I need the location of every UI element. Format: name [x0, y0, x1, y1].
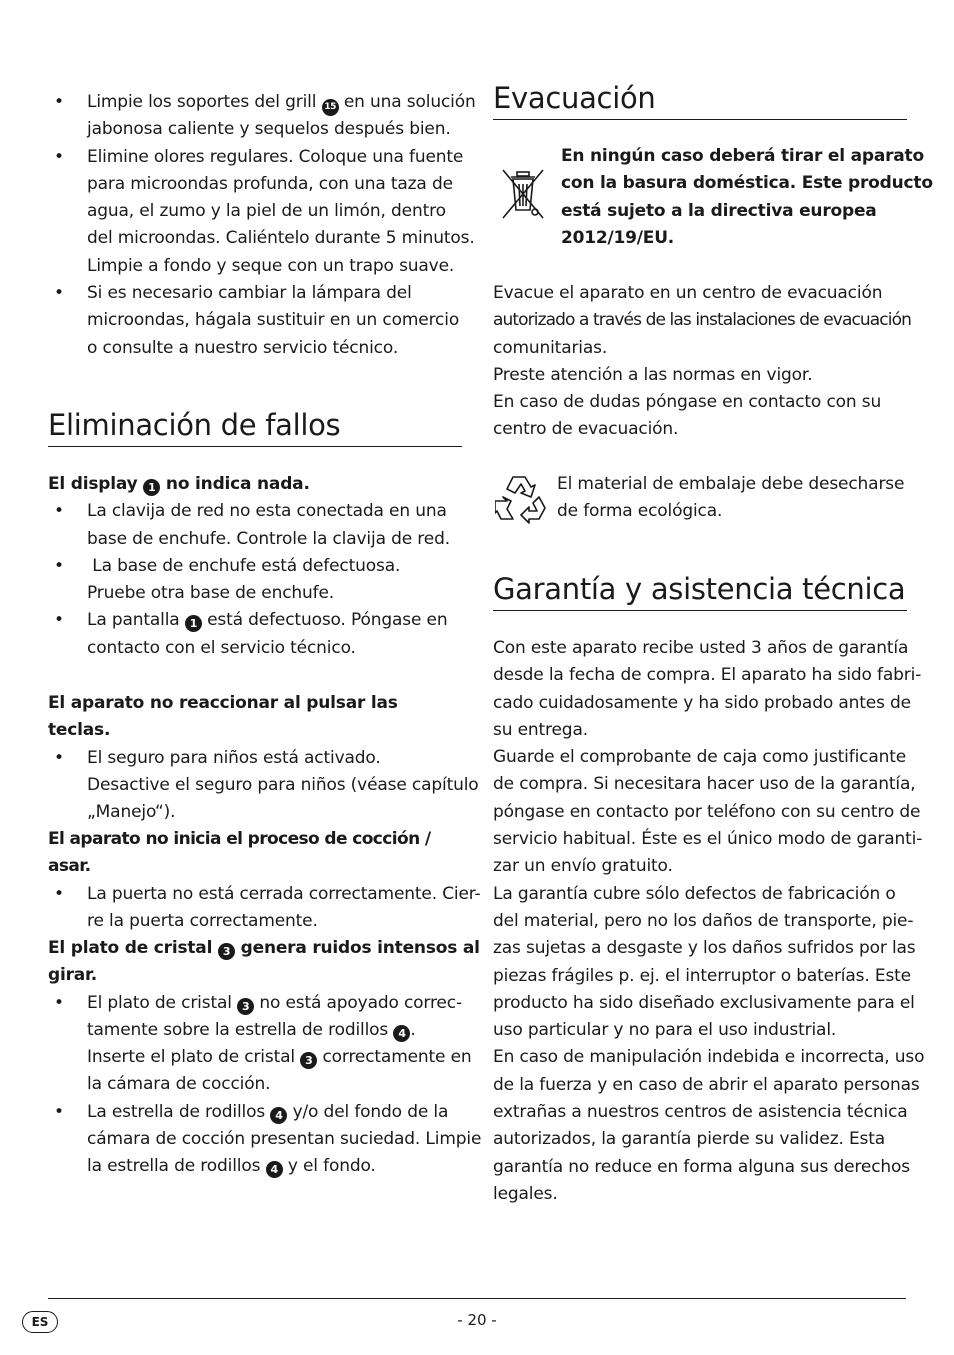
warranty-text: Con este aparato recibe usted 3 años de garantía desde la fecha de compra. El aparato ha sido fabri- cado cuidadosamente y ha sido probado antes de su entrega. Guarde el comprobante de caja como justificante de compra. Si necesitara hacer uso de la garantía, póngase en contacto por teléfono con su centro de servicio habitual. Éste es el único modo de garanti- zar un envío gratuito. La garantía cubre sólo defectos de fabricación o del material, pero no los daños de transporte, pie- zas sujetas a desgaste y los daños sufridos por las piezas frágiles p. ej. el interruptor o baterías. Este producto ha sido diseñado exclusivamente para el uso particular y no para el uso industrial. En caso de manipulación indebida e incorrecta, uso de la fuerza y en caso de abrir el aparato personas extrañas a nuestros centros de asistencia técnica autorizados, la garantía pierde su validez. Esta garantía no reduce en forma alguna sus derechos legales. [493, 638, 925, 1204]
packaging-text: El material de embalaje debe desecharse de forma ecológica. [557, 474, 905, 522]
part-number-4: 4 [393, 1025, 410, 1042]
list-item: • La puerta no está cerrada correctamente. Cier- re la puerta correctamente. [54, 883, 481, 931]
part-number-4: 4 [266, 1161, 283, 1178]
list-item: • El seguro para niños está activado. Desactive el seguro para niños (véase capítulo „Manejo“). [54, 747, 479, 823]
list-item: • Limpie los soportes del grill 15 en una solución jabonosa caliente y sequelos después bien. [54, 92, 476, 140]
list-item: • La estrella de rodillos 4 y/o del fondo de la cámara de cocción presentan suciedad. Limpie la estrella de rodillos 4 y el fondo. [54, 1101, 482, 1177]
list-item: • Elimine olores regulares. Coloque una fuente para microondas profunda, con una taza de agua, el zumo y la piel de un limón, dentro del microondas. Caliéntelo durante 5 minutos. Limpie a fondo y seque con un trapo suave. [54, 146, 475, 276]
crossed-bin-icon [499, 166, 551, 222]
part-number-1: 1 [143, 479, 160, 496]
part-number-3: 3 [237, 998, 254, 1015]
part-number-4: 4 [270, 1107, 287, 1124]
language-badge: ES [22, 1311, 58, 1333]
list-item: • La base de enchufe está defectuosa. Pruebe otra base de enchufe. [54, 555, 401, 604]
fault-title: El aparato no reaccionar al pulsar las teclas. [48, 693, 398, 741]
list-item: • La clavija de red no esta conectada en una base de enchufe. Controle la clavija de red. [54, 501, 450, 549]
part-number-3: 3 [300, 1052, 317, 1069]
list-item: • Si es necesario cambiar la lámpara del microondas, hágala sustituir en un comercio o consulte a nuestro servicio técnico. [54, 283, 460, 358]
fault-section-glass-plate [48, 935, 482, 1181]
page-number: - 20 - [457, 1311, 497, 1329]
list-item: • El plato de cristal 3 no está apoyado correc- tamente sobre la estrella de rodillos 4 . Inserte el plato de cristal 3 correctamente en la cámara de cocción. [54, 992, 472, 1095]
section-heading-disposal: Evacuación [493, 81, 907, 120]
fault-title: El aparato no inicia el proceso de cocción / asar. [48, 829, 431, 877]
part-number-3: 3 [218, 943, 235, 960]
disposal-text: Evacue el aparato en un centro de evacuación autorizado a través de las instalaciones de evacuación comunitarias. Preste atención a las normas en vigor. En caso de dudas póngase en contacto con su centro de evacuación. [493, 283, 911, 440]
footer-divider [48, 1298, 906, 1299]
cleaning-bullets [48, 89, 476, 362]
fault-section-display [48, 471, 462, 662]
disposal-warning: En ningún caso deberá tirar el aparato con la basura doméstica. Este producto está sujeto a la directiva europea 2012/19/EU. [561, 146, 933, 248]
recycle-icon [495, 473, 551, 527]
section-heading-warranty: Garantía y asistencia técnica [493, 572, 907, 611]
section-heading-troubleshooting: Eliminación de fallos [48, 408, 462, 447]
fault-section-cooking [48, 826, 481, 935]
part-number-1: 1 [185, 615, 202, 632]
part-number-15: 15 [322, 99, 339, 116]
list-item: • La pantalla 1 está defectuoso. Póngase en contacto con el servicio técnico. [54, 610, 448, 658]
fault-section-keys [48, 690, 479, 826]
fault-title: El display 1 no indica nada. [48, 474, 310, 494]
fault-title: El plato de cristal 3 genera ruidos intensos al girar. [48, 938, 480, 986]
